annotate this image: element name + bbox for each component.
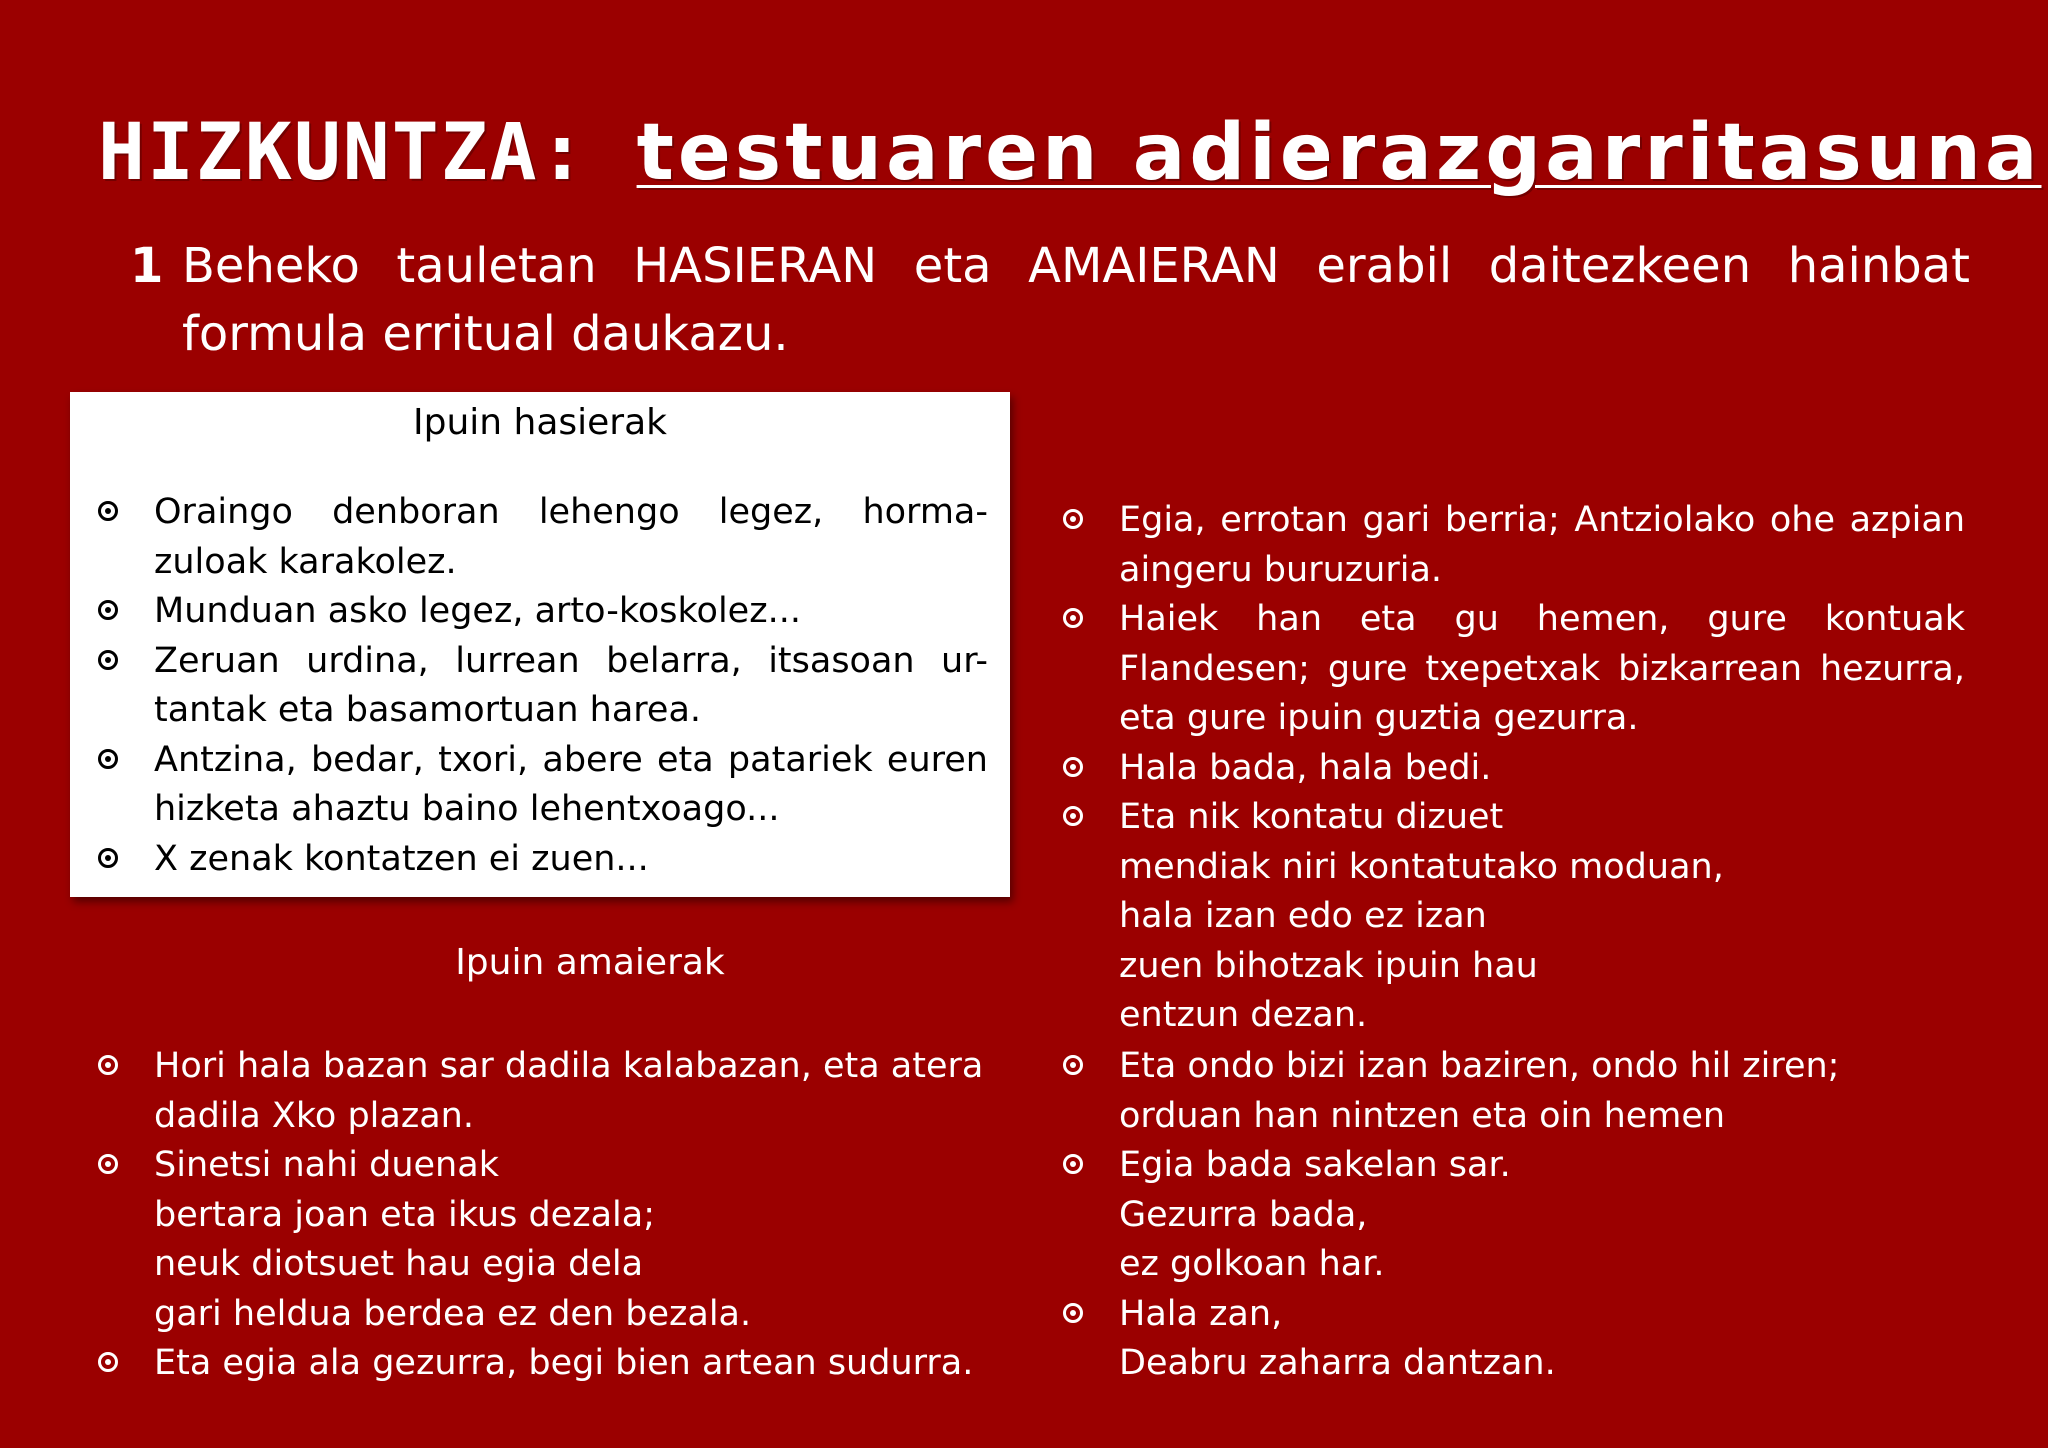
list-item: Eta egia ala gezurra, begi bien artean sudurra. [70,1339,1030,1389]
list-item: Egia bada sakelan sar. Gezurra bada, ez golkoan har. [1035,1141,1965,1290]
exercise-text: Beheko tauletan HASIERAN eta AMAIERAN erabil daitezkeen hainbat formula erritual daukazu. [182,238,1970,362]
exercise-instruction [130,232,1970,368]
list-item: X zenak kontatzen ei zuen... [70,835,988,885]
amaierak-left [70,1042,1030,1389]
bullet-icon [1063,1055,1083,1075]
bullet-icon [98,749,118,769]
list-item: Hori hala bazan sar dadila kalabazan, eta atera dadila Xko plazan. [70,1042,1030,1141]
bullet-icon [98,1154,118,1174]
hasierak-title: Ipuin hasierak [412,402,668,443]
bullet-icon [98,1055,118,1075]
list-item: Zeruan urdina, lurrean belarra, itsasoan ur-tantak eta basamortuan harea. [70,637,988,736]
page-title [98,108,2041,198]
exercise-number: 1 [130,238,164,294]
list-item: Eta nik kontatu dizuet mendiak niri kontatutako moduan, hala izan edo ez izan zuen bihotzak ipuin hau entzun dezan. [1035,793,1965,1041]
bullet-icon [1063,757,1083,777]
list-item: Egia, errotan gari berria; Antziolako ohe azpian aingeru buruzuria. [1035,496,1965,595]
list-item: Sinetsi nahi duenak bertara joan eta ikus dezala; neuk diotsuet hau egia dela gari heldua berdea ez den bezala. [70,1141,1030,1339]
title-main: HIZKUNTZA: [98,108,588,198]
bullet-icon [1063,509,1083,529]
list-item: Munduan asko legez, arto-koskolez... [70,587,988,637]
hasierak-box [70,392,1010,897]
amaierak-right-top-list [1035,496,1965,1041]
list-item: Hala zan, Deabru zaharra dantzan. [1035,1290,1965,1389]
bullet-icon [1063,1303,1083,1323]
amaierak-title: Ipuin amaierak [455,942,725,983]
list-item: Haiek han eta gu hemen, gure kontuak Flandesen; gure txepetxak bizkarrean hezurra, eta gure ipuin guztia gezurra. [1035,595,1965,744]
list-item: Eta ondo bizi izan baziren, ondo hil ziren; orduan han nintzen eta oin hemen [1035,1042,1965,1141]
title-subtitle: testuaren adierazgarritasuna [636,108,2042,198]
bullet-icon [98,1352,118,1372]
amaierak-left-list [70,1042,1030,1389]
list-item: Oraingo denboran lehengo legez, horma-zuloak karakolez. [70,488,988,587]
list-item: Antzina, bedar, txori, abere eta patariek euren hizketa ahaztu baino lehentxoago... [70,736,988,835]
bullet-icon [98,501,118,521]
amaierak-right-list [1035,1042,1965,1389]
amaierak-right-top [1035,496,1965,1041]
bullet-icon [1063,806,1083,826]
bullet-icon [98,848,118,868]
bullet-icon [1063,1154,1083,1174]
bullet-icon [98,600,118,620]
amaierak-right [1035,1042,1965,1389]
bullet-icon [1063,608,1083,628]
hasierak-list [70,488,988,884]
list-item: Hala bada, hala bedi. [1035,744,1965,794]
bullet-icon [98,650,118,670]
